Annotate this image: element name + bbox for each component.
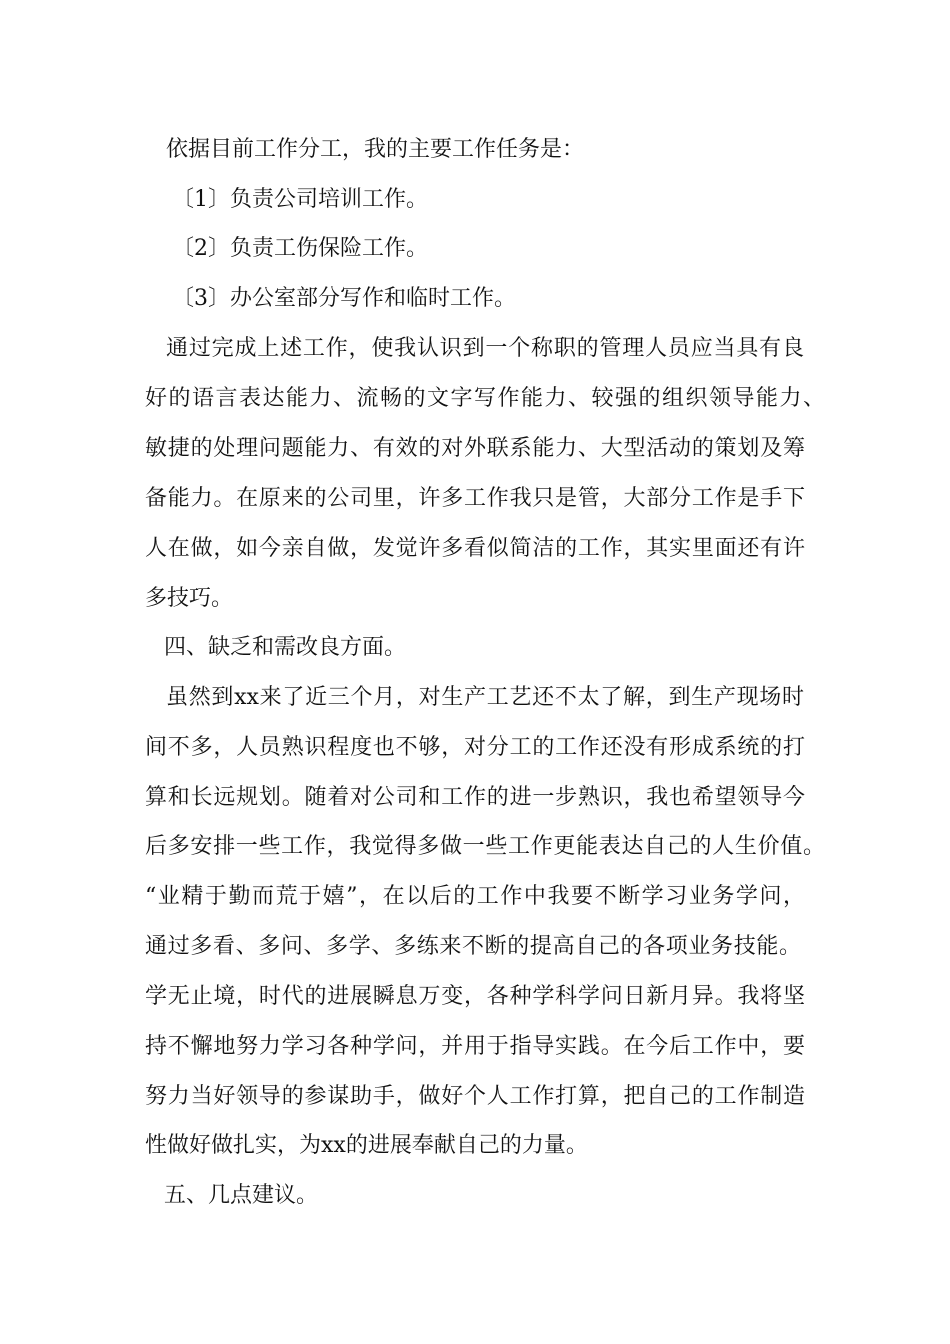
section-heading: 四、缺乏和需改良方面。 xyxy=(164,635,407,660)
paragraph-line: 虽然到xx来了近三个月，对生产工艺还不太了解，到生产现场时 xyxy=(166,685,804,710)
paragraph-line: 通过多看、多问、多学、多练来不断的提高自己的各项业务技能。 xyxy=(145,934,801,959)
paragraph-line: 敏捷的处理问题能力、有效的对外联系能力、大型活动的策划及筹 xyxy=(145,436,805,461)
paragraph-line: 持不懈地努力学习各种学问，并用于指导实践。在今后工作中，要 xyxy=(145,1034,805,1059)
paragraph-line: 通过完成上述工作，使我认识到一个称职的管理人员应当具有良 xyxy=(166,336,804,361)
task-item: 〔1〕负责公司培训工作。 xyxy=(172,187,428,212)
paragraph-line: 性做好做扎实，为xx的进展奉献自己的力量。 xyxy=(145,1133,588,1158)
task-item: 〔3〕办公室部分写作和临时工作。 xyxy=(172,286,516,311)
intro-line: 依据目前工作分工，我的主要工作任务是： xyxy=(166,137,585,162)
paragraph-line: 多技巧。 xyxy=(145,586,234,611)
paragraph-line: 备能力。在原来的公司里，许多工作我只是管，大部分工作是手下 xyxy=(145,486,805,511)
paragraph-line: 努力当好领导的参谋助手，做好个人工作打算，把自己的工作制造 xyxy=(145,1084,805,1109)
paragraph-line: 人在做，如今亲自做，发觉许多看似简洁的工作，其实里面还有许 xyxy=(145,536,805,561)
task-item: 〔2〕负责工伤保险工作。 xyxy=(172,236,428,261)
paragraph-line: “业精于勤而荒于嬉”，在以后的工作中我要不断学习业务学问， xyxy=(145,884,805,909)
paragraph-line: 好的语言表达能力、流畅的文字写作能力、较强的组织领导能力、 xyxy=(145,386,825,411)
paragraph-line: 算和长远规划。随着对公司和工作的进一步熟识，我也希望领导今 xyxy=(145,785,805,810)
paragraph-line: 学无止境，时代的进展瞬息万变，各种学科学问日新月异。我将坚 xyxy=(145,984,805,1009)
paragraph-line: 间不多，人员熟识程度也不够，对分工的工作还没有形成系统的打 xyxy=(145,735,805,760)
section-heading: 五、几点建议。 xyxy=(164,1183,319,1208)
paragraph-line: 后多安排一些工作，我觉得多做一些工作更能表达自己的人生价值。 xyxy=(145,834,825,859)
